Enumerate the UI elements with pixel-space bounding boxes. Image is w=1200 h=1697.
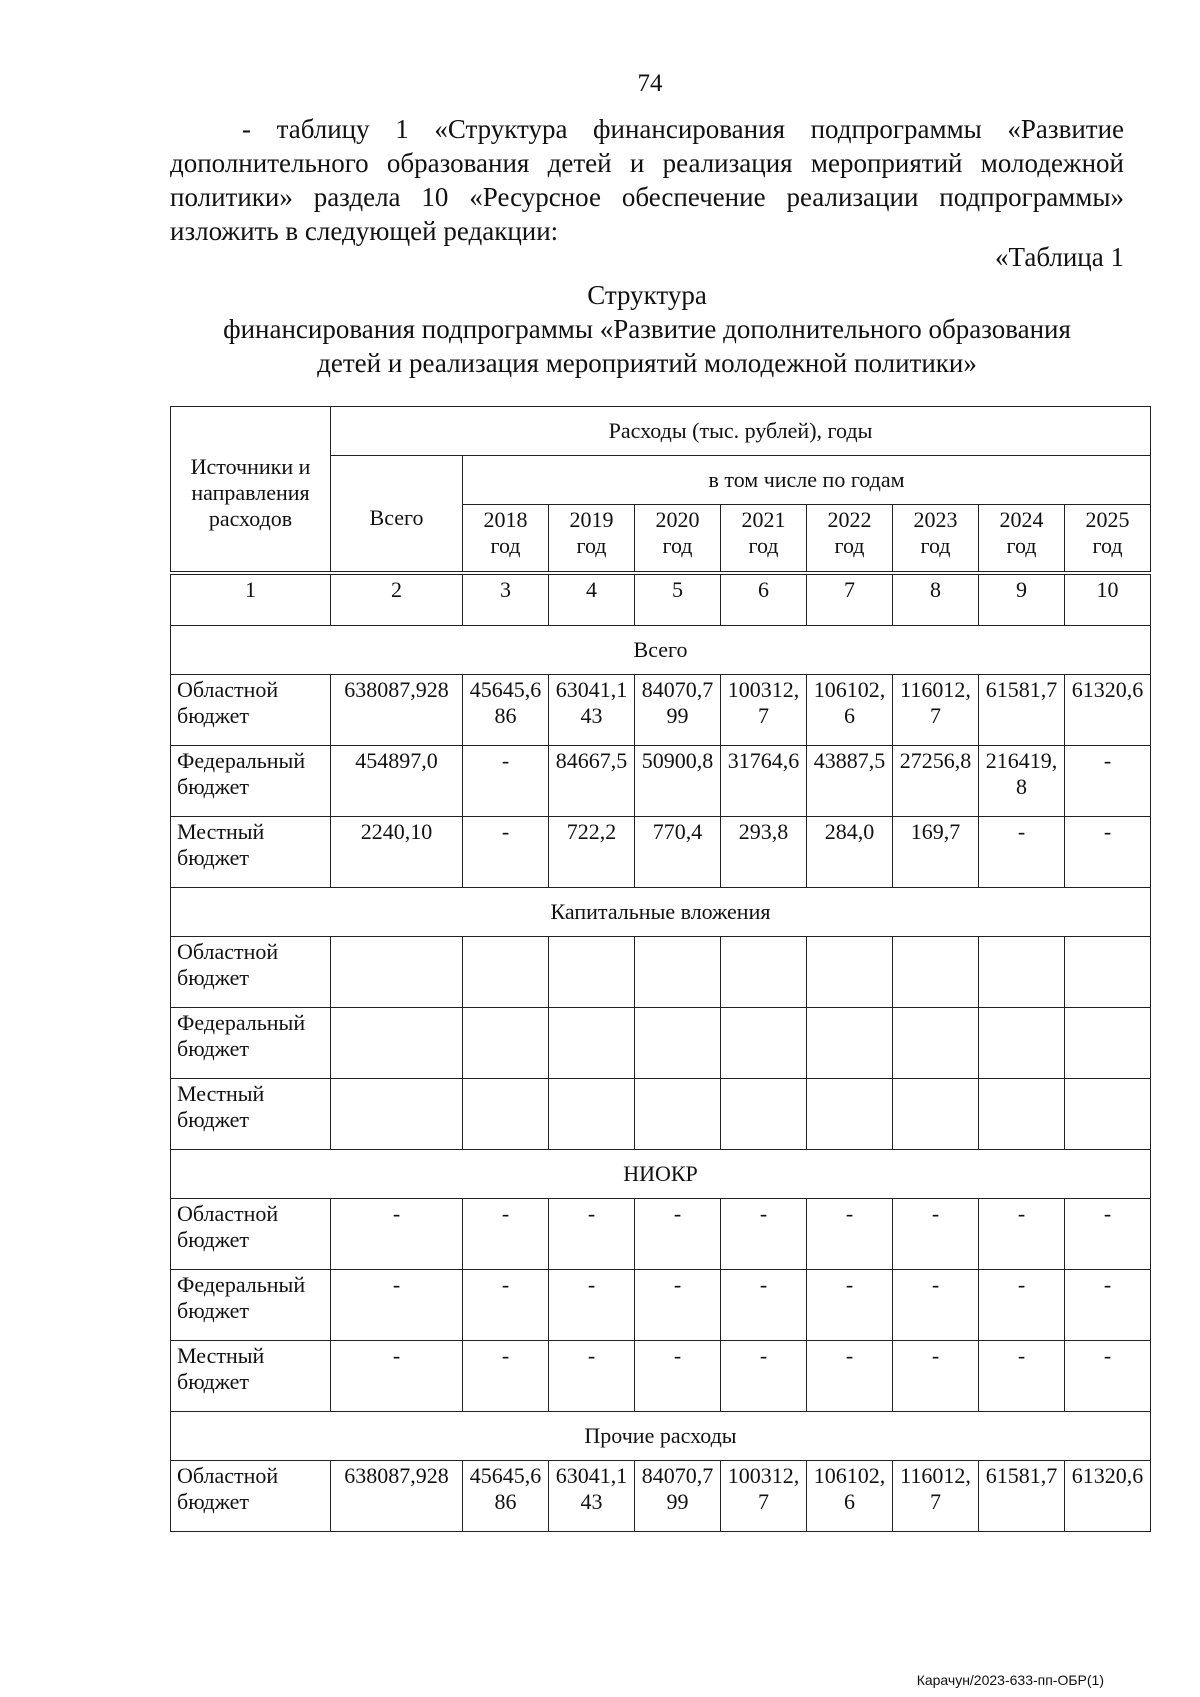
table-cell xyxy=(893,1008,979,1079)
table-label: «Таблица 1 xyxy=(995,242,1124,272)
row-source: Областной бюджет xyxy=(171,675,331,746)
table-cell xyxy=(721,1008,807,1079)
row-source: Федеральный бюджет xyxy=(171,746,331,817)
table-cell: - xyxy=(979,1270,1065,1341)
table-cell: - xyxy=(807,1341,893,1412)
table-cell: - xyxy=(1065,1341,1151,1412)
table-cell: 45645,6 86 xyxy=(463,1461,549,1532)
table-cell: 61320,6 xyxy=(1065,1461,1151,1532)
table-row xyxy=(171,1270,1151,1341)
table-cell: 638087,928 xyxy=(331,675,463,746)
row-source: Федеральный бюджет xyxy=(171,1008,331,1079)
table-cell: 216419, 8 xyxy=(979,746,1065,817)
table-cell: - xyxy=(549,1341,635,1412)
table-cell: - xyxy=(549,1199,635,1270)
table-row xyxy=(171,1461,1151,1532)
section-header-row xyxy=(171,1150,1151,1199)
header-year: 2018 год xyxy=(463,505,549,574)
table-cell: - xyxy=(331,1341,463,1412)
table-cell xyxy=(331,937,463,1008)
table-title-line-1: Структура xyxy=(587,280,707,310)
table-cell: - xyxy=(463,817,549,888)
table-cell: 63041,1 43 xyxy=(549,675,635,746)
table-cell: - xyxy=(979,817,1065,888)
table-cell: 293,8 xyxy=(721,817,807,888)
table-cell: 61581,7 xyxy=(979,675,1065,746)
table-cell: - xyxy=(721,1199,807,1270)
table-row xyxy=(171,1199,1151,1270)
table-cell xyxy=(549,1079,635,1150)
table-cell: 63041,1 43 xyxy=(549,1461,635,1532)
table-cell xyxy=(463,937,549,1008)
table-body xyxy=(171,626,1151,1532)
table-cell: 84070,7 99 xyxy=(635,675,721,746)
table-cell: 106102, 6 xyxy=(807,1461,893,1532)
table-cell: - xyxy=(979,1341,1065,1412)
row-source: Областной бюджет xyxy=(171,1461,331,1532)
column-number: 4 xyxy=(549,573,635,626)
section-header-row xyxy=(171,888,1151,937)
table-cell xyxy=(463,1008,549,1079)
row-source: Местный бюджет xyxy=(171,1341,331,1412)
table-cell: - xyxy=(549,1270,635,1341)
column-number: 3 xyxy=(463,573,549,626)
header-year: 2022 год xyxy=(807,505,893,574)
table-cell: - xyxy=(807,1199,893,1270)
table-cell xyxy=(979,1079,1065,1150)
table-cell: 169,7 xyxy=(893,817,979,888)
column-number: 8 xyxy=(893,573,979,626)
header-year: 2023 год xyxy=(893,505,979,574)
table-cell: - xyxy=(807,1270,893,1341)
page-number: 74 xyxy=(637,70,663,97)
header-by-year: в том числе по годам xyxy=(463,456,1151,505)
table-cell xyxy=(1065,937,1151,1008)
section-title: Прочие расходы xyxy=(171,1412,1151,1461)
table-cell xyxy=(635,937,721,1008)
table-cell xyxy=(807,1008,893,1079)
table-cell: 722,2 xyxy=(549,817,635,888)
table-row xyxy=(171,675,1151,746)
table-cell xyxy=(463,1079,549,1150)
row-source: Федеральный бюджет xyxy=(171,1270,331,1341)
table-cell xyxy=(893,937,979,1008)
table-cell: 638087,928 xyxy=(331,1461,463,1532)
section-title: Капитальные вложения xyxy=(171,888,1151,937)
table-cell: 61581,7 xyxy=(979,1461,1065,1532)
header-sources: Источники и направления расходов xyxy=(171,407,331,574)
table-cell xyxy=(331,1079,463,1150)
table-cell xyxy=(1065,1008,1151,1079)
table-cell xyxy=(635,1008,721,1079)
table-cell xyxy=(721,1079,807,1150)
intro-paragraph xyxy=(170,112,1124,248)
footer-stamp: Карачун/2023-633-пп-ОБР(1) xyxy=(916,1672,1104,1688)
column-number: 2 xyxy=(331,573,463,626)
table-cell xyxy=(979,1008,1065,1079)
table-cell: - xyxy=(331,1199,463,1270)
table-cell: 84667,5 xyxy=(549,746,635,817)
table-cell xyxy=(549,937,635,1008)
column-numbers-row xyxy=(171,573,1151,626)
table-cell: 284,0 xyxy=(807,817,893,888)
row-source: Областной бюджет xyxy=(171,937,331,1008)
table-cell xyxy=(549,1008,635,1079)
table-title xyxy=(170,278,1124,380)
table-cell: - xyxy=(1065,1199,1151,1270)
table-cell: 454897,0 xyxy=(331,746,463,817)
table-title-line-2: финансирования подпрограммы «Развитие дополнительного образования xyxy=(223,314,1071,344)
table-cell xyxy=(807,1079,893,1150)
table-row xyxy=(171,817,1151,888)
column-number: 7 xyxy=(807,573,893,626)
section-header-row xyxy=(171,1412,1151,1461)
table-cell: - xyxy=(1065,817,1151,888)
table-cell: 100312, 7 xyxy=(721,1461,807,1532)
table-cell xyxy=(331,1008,463,1079)
row-source: Местный бюджет xyxy=(171,1079,331,1150)
table-cell: 116012, 7 xyxy=(893,1461,979,1532)
table-cell: - xyxy=(635,1270,721,1341)
intro-text: - таблицу 1 «Структура финансирования подпрограммы «Развитие дополнительного образования детей и реализация мероприятий молодежной политики» раздела 10 «Ресурсное обеспечение реализации подпрограммы» изложить в следующей редакции: xyxy=(170,114,1124,246)
header-expenses: Расходы (тыс. рублей), годы xyxy=(331,407,1151,456)
table-cell: 116012, 7 xyxy=(893,675,979,746)
table-cell: - xyxy=(893,1341,979,1412)
table-cell: 84070,7 99 xyxy=(635,1461,721,1532)
table-row xyxy=(171,1079,1151,1150)
table-cell xyxy=(807,937,893,1008)
table-cell: - xyxy=(721,1341,807,1412)
column-number: 10 xyxy=(1065,573,1151,626)
table-cell: 61320,6 xyxy=(1065,675,1151,746)
table-row xyxy=(171,937,1151,1008)
section-header-row xyxy=(171,626,1151,675)
header-total: Всего xyxy=(331,456,463,574)
column-number: 5 xyxy=(635,573,721,626)
header-year: 2020 год xyxy=(635,505,721,574)
header-year: 2019 год xyxy=(549,505,635,574)
header-year: 2025 год xyxy=(1065,505,1151,574)
row-source: Местный бюджет xyxy=(171,817,331,888)
table-cell xyxy=(635,1079,721,1150)
section-title: НИОКР xyxy=(171,1150,1151,1199)
table-row xyxy=(171,1341,1151,1412)
section-title: Всего xyxy=(171,626,1151,675)
table-cell: - xyxy=(1065,1270,1151,1341)
header-year: 2024 год xyxy=(979,505,1065,574)
column-number: 6 xyxy=(721,573,807,626)
table-cell xyxy=(721,937,807,1008)
table-row xyxy=(171,746,1151,817)
table-cell: - xyxy=(635,1341,721,1412)
table-cell: - xyxy=(893,1270,979,1341)
column-number: 1 xyxy=(171,573,331,626)
table-cell: - xyxy=(635,1199,721,1270)
header-year: 2021 год xyxy=(721,505,807,574)
column-number: 9 xyxy=(979,573,1065,626)
financing-table xyxy=(170,406,1151,1532)
table-row xyxy=(171,1008,1151,1079)
table-cell: 45645,6 86 xyxy=(463,675,549,746)
table-title-line-3: детей и реализация мероприятий молодежной политики» xyxy=(317,348,977,378)
row-source: Областной бюджет xyxy=(171,1199,331,1270)
table-cell: 2240,10 xyxy=(331,817,463,888)
table-cell: - xyxy=(331,1270,463,1341)
table-cell: - xyxy=(463,1199,549,1270)
table-cell: 100312, 7 xyxy=(721,675,807,746)
table-cell xyxy=(979,937,1065,1008)
table-cell: 50900,8 xyxy=(635,746,721,817)
table-cell: 106102, 6 xyxy=(807,675,893,746)
table-cell: - xyxy=(979,1199,1065,1270)
table-cell: 31764,6 xyxy=(721,746,807,817)
table-cell: - xyxy=(893,1199,979,1270)
table-cell: - xyxy=(463,746,549,817)
table-cell: 770,4 xyxy=(635,817,721,888)
table-cell: - xyxy=(463,1270,549,1341)
table-cell: - xyxy=(721,1270,807,1341)
table-cell: - xyxy=(1065,746,1151,817)
table-cell: 27256,8 xyxy=(893,746,979,817)
table-cell: 43887,5 xyxy=(807,746,893,817)
table-cell xyxy=(893,1079,979,1150)
table-cell xyxy=(1065,1079,1151,1150)
table-cell: - xyxy=(463,1341,549,1412)
